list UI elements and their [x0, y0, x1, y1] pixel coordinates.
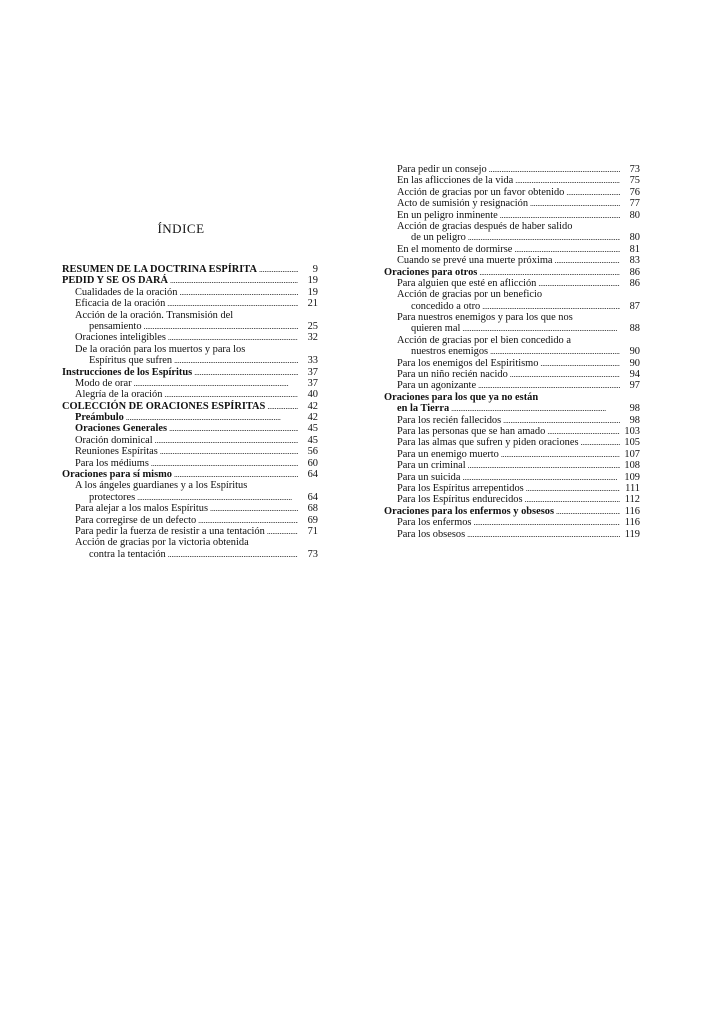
toc-page-number: 76: [629, 186, 640, 198]
toc-entry[interactable]: [384, 529, 640, 540]
toc-entry-line: A los ángeles guardianes y a los Espíritus: [75, 480, 248, 492]
toc-page-number: 98: [629, 414, 640, 426]
toc-leader: [566, 187, 620, 198]
toc-entry-title: Para los recién fallecidos: [397, 414, 502, 426]
toc-page-number: 73: [307, 548, 318, 560]
toc-page-number: 109: [624, 471, 640, 483]
toc-leader: [174, 469, 298, 480]
toc-entry-title: Para alguien que esté en aflicción: [397, 277, 537, 289]
toc-entry-title: Para pedir la fuerza de resistir a una tentación: [75, 525, 265, 537]
toc-leader: [462, 472, 620, 483]
toc-entry-line: Acción de gracias por un beneficio: [397, 289, 543, 301]
toc-leader: [151, 458, 298, 469]
toc-page-number: 112: [624, 494, 640, 506]
toc-entry-title: Oraciones para los enfermos y obsesos: [384, 505, 554, 517]
toc-page-number: 97: [629, 380, 640, 392]
toc-page-number: 119: [624, 528, 640, 540]
toc-entry[interactable]: [384, 358, 640, 369]
toc-entry[interactable]: [384, 346, 640, 357]
toc-leader: [556, 506, 620, 517]
toc-leader: [169, 423, 298, 434]
toc-page-number: 42: [307, 400, 318, 412]
toc-leader: [155, 435, 298, 446]
page-title: ÍNDICE: [157, 221, 205, 236]
toc-leader: [525, 494, 620, 505]
toc-page-number: 86: [629, 266, 640, 278]
toc-entry-title: Para alejar a los malos Espíritus: [75, 503, 209, 515]
toc-leader: [168, 549, 298, 560]
toc-entry-title: Preámbulo: [75, 412, 124, 424]
toc-page-number: 64: [307, 491, 318, 503]
toc-entry-title: Oraciones Generales: [75, 423, 168, 435]
toc-leader: [267, 401, 298, 412]
toc-entry[interactable]: [62, 401, 318, 412]
toc-entry[interactable]: [62, 492, 318, 503]
toc-entry[interactable]: [62, 389, 318, 400]
toc-right-column: [384, 164, 640, 540]
toc-entry[interactable]: [384, 164, 640, 175]
toc-entry[interactable]: [62, 264, 318, 275]
toc-page-number: 45: [307, 434, 318, 446]
toc-entry-title: Acto de sumisión y resignación: [397, 198, 529, 210]
toc-entry-line: Para nuestros enemigos y para los que nos: [397, 312, 573, 324]
toc-page-number: 19: [307, 286, 318, 298]
toc-page-number: 21: [307, 298, 318, 310]
toc-entry[interactable]: [62, 423, 318, 434]
toc-page-number: 69: [307, 514, 318, 526]
toc-leader: [198, 515, 298, 526]
toc-page-number: 90: [629, 357, 640, 369]
toc-page-number: 64: [307, 469, 318, 481]
toc-entry-title: Para los obsesos: [397, 528, 466, 540]
toc-entry[interactable]: [62, 378, 318, 389]
toc-page-number: 116: [624, 505, 640, 517]
toc-left-column: [62, 264, 318, 560]
toc-page-number: 37: [307, 366, 318, 378]
toc-entry[interactable]: [384, 494, 640, 505]
toc-page-number: 90: [629, 346, 640, 358]
toc-entry[interactable]: [62, 367, 318, 378]
toc-page-number: 80: [629, 209, 640, 221]
toc-leader: [259, 264, 298, 275]
toc-page-number: 80: [629, 232, 640, 244]
toc-leader: [468, 232, 620, 243]
toc-page-number: 108: [624, 460, 640, 472]
toc-leader: [126, 412, 298, 423]
toc-entry-title: Alegría de la oración: [75, 389, 163, 401]
toc-entry-title: concedido a otro: [411, 300, 481, 312]
toc-entry[interactable]: [62, 275, 318, 286]
toc-entry-title: contra la tentación: [89, 548, 166, 560]
toc-leader: [168, 332, 298, 343]
toc-page-number: 94: [629, 369, 640, 381]
toc-entry[interactable]: [384, 278, 640, 289]
toc-entry-title: quieren mal: [411, 323, 461, 335]
toc-entry[interactable]: [62, 435, 318, 446]
toc-entry[interactable]: [384, 369, 640, 380]
toc-entry-title: pensamiento: [89, 320, 142, 332]
toc-leader: [164, 389, 298, 400]
toc-entry-title: Para las almas que sufren y piden oraciones: [397, 437, 579, 449]
toc-leader: [462, 323, 620, 334]
toc-page-number: 83: [629, 255, 640, 267]
toc-entry-line: Acción de gracias por la victoria obtenida: [75, 537, 249, 549]
toc-page-number: 42: [307, 412, 318, 424]
toc-leader: [473, 517, 620, 528]
toc-entry-line: Oraciones para los que ya no están: [384, 391, 539, 403]
toc-leader: [174, 355, 298, 366]
toc-leader: [137, 492, 298, 503]
toc-entry-title: Para un niño recién nacido: [397, 369, 508, 381]
toc-entry-title: Para un enemigo muerto: [397, 448, 499, 460]
toc-entry[interactable]: [62, 287, 318, 298]
toc-page-number: 45: [307, 423, 318, 435]
toc-entry-title: Oraciones inteligibles: [75, 332, 166, 344]
toc-entry[interactable]: [384, 472, 640, 483]
toc-entry[interactable]: [384, 301, 640, 312]
toc-page-number: 56: [307, 446, 318, 458]
toc-entry[interactable]: [62, 503, 318, 514]
toc-entry[interactable]: [62, 412, 318, 423]
toc-leader: [451, 403, 620, 414]
toc-entry[interactable]: [384, 244, 640, 255]
toc-entry[interactable]: [62, 526, 318, 537]
toc-entry-title: COLECCIÓN DE ORACIONES ESPÍRITAS: [62, 400, 266, 412]
toc-leader: [267, 526, 298, 537]
toc-entry-title: PEDID Y SE OS DARÁ: [62, 275, 169, 287]
toc-entry-title: RESUMEN DE LA DOCTRINA ESPÍRITA: [62, 264, 257, 275]
toc-entry-title: Para los médiums: [75, 457, 149, 469]
toc-leader: [515, 175, 620, 186]
toc-entry[interactable]: [62, 549, 318, 560]
toc-page-number: 73: [629, 164, 640, 175]
toc-entry[interactable]: [62, 332, 318, 343]
toc-entry[interactable]: [384, 506, 640, 517]
toc-page-number: 116: [624, 517, 640, 529]
toc-entry[interactable]: [62, 298, 318, 309]
toc-page-number: 111: [625, 482, 640, 494]
toc-leader: [538, 278, 620, 289]
toc-entry[interactable]: [62, 458, 318, 469]
toc-entry-title: Eficacia de la oración: [75, 298, 166, 310]
toc-entry[interactable]: [384, 187, 640, 198]
toc-leader: [467, 529, 620, 540]
toc-entry-line: Acción de gracias por el bien concedido a: [397, 334, 571, 346]
toc-page-number: 103: [624, 425, 640, 437]
toc-entry-line: Acción de gracias después de haber salido: [397, 220, 573, 232]
toc-entry-title: Para las personas que se han amado: [397, 425, 546, 437]
toc-entry[interactable]: [384, 437, 640, 448]
toc-entry[interactable]: [384, 449, 640, 460]
toc-page-number: 88: [629, 323, 640, 335]
toc-entry-title: Instrucciones de los Espíritus: [62, 366, 193, 378]
toc-page-number: 25: [307, 320, 318, 332]
toc-entry-title: protectores: [89, 491, 136, 503]
toc-leader: [210, 503, 298, 514]
toc-page-number: 9: [312, 264, 318, 275]
toc-entry-title: Para los enemigos del Espiritismo: [397, 357, 539, 369]
toc-page-number: 87: [629, 300, 640, 312]
toc-page-number: 86: [629, 277, 640, 289]
toc-page-number: 71: [307, 525, 318, 537]
toc-entry-line: De la oración para los muertos y para los: [75, 343, 246, 355]
toc-entry-title: En las aflicciones de la vida: [397, 175, 514, 187]
toc-entry[interactable]: [62, 355, 318, 366]
toc-entry[interactable]: [384, 175, 640, 186]
toc-entry[interactable]: [384, 426, 640, 437]
toc-entry-title: Para los enfermos: [397, 517, 472, 529]
toc-leader: [160, 446, 298, 457]
toc-leader: [503, 415, 620, 426]
toc-entry[interactable]: [384, 517, 640, 528]
toc-page-number: 32: [307, 332, 318, 344]
toc-page-number: 19: [307, 275, 318, 287]
toc-page-number: 40: [307, 389, 318, 401]
toc-entry-title: Para pedir un consejo: [397, 164, 487, 175]
toc-entry-title: en la Tierra: [397, 403, 450, 415]
toc-entry-title: Oraciones para sí mismo: [62, 469, 172, 481]
toc-leader: [500, 210, 620, 221]
toc-entry-title: Reuniones Espíritas: [75, 446, 158, 458]
toc-page-number: 105: [624, 437, 640, 449]
toc-leader: [134, 378, 298, 389]
toc-leader: [530, 198, 620, 209]
toc-leader: [581, 437, 621, 448]
toc-leader: [547, 426, 620, 437]
toc-leader: [194, 367, 298, 378]
toc-page-number: 68: [307, 503, 318, 515]
toc-entry-title: Acción de gracias por un favor obtenido: [397, 186, 565, 198]
toc-entry-title: Para un suicida: [397, 471, 461, 483]
toc-entry-title: Para un criminal: [397, 460, 466, 472]
toc-leader: [490, 346, 620, 357]
toc-page-number: 75: [629, 175, 640, 187]
toc-leader: [179, 287, 298, 298]
toc-entry-title: Cualidades de la oración: [75, 286, 178, 298]
toc-leader: [144, 321, 298, 332]
toc-entry-title: nuestros enemigos: [411, 346, 489, 358]
toc-leader: [167, 298, 298, 309]
toc-entry[interactable]: [384, 403, 640, 414]
toc-entry[interactable]: [384, 483, 640, 494]
toc-page-number: 37: [307, 377, 318, 389]
toc-entry[interactable]: [384, 380, 640, 391]
toc-entry-line: Acción de la oración. Transmisión del: [75, 309, 234, 321]
toc-entry[interactable]: [62, 321, 318, 332]
toc-leader: [540, 358, 620, 369]
toc-entry-title: Oración dominical: [75, 434, 153, 446]
toc-entry[interactable]: [384, 198, 640, 209]
toc-page-number: 107: [624, 448, 640, 460]
toc-entry-title: de un peligro: [411, 232, 466, 244]
toc-entry-title: Para los Espíritus endurecidos: [397, 494, 523, 506]
toc-page-number: 60: [307, 457, 318, 469]
toc-entry[interactable]: [384, 255, 640, 266]
toc-leader: [526, 483, 620, 494]
toc-leader: [489, 164, 620, 175]
toc-leader: [514, 244, 620, 255]
toc-entry[interactable]: [384, 267, 640, 278]
toc-entry-title: En el momento de dormirse: [397, 243, 513, 255]
toc-page-number: 98: [629, 403, 640, 415]
toc-entry[interactable]: [62, 469, 318, 480]
toc-leader: [478, 380, 620, 391]
toc-leader: [482, 301, 620, 312]
toc-leader: [479, 267, 620, 278]
toc-entry-title: Para corregirse de un defecto: [75, 514, 197, 526]
toc-entry-title: Oraciones para otros: [384, 266, 478, 278]
toc-entry-title: Modo de orar: [75, 377, 132, 389]
toc-entry[interactable]: [384, 210, 640, 221]
toc-page-number: 33: [307, 355, 318, 367]
toc-entry[interactable]: [384, 460, 640, 471]
toc-leader: [468, 460, 620, 471]
toc-entry[interactable]: [384, 415, 640, 426]
toc-entry[interactable]: [384, 232, 640, 243]
toc-entry-title: En un peligro inminente: [397, 209, 498, 221]
toc-leader: [501, 449, 620, 460]
toc-entry-title: Para los Espíritus arrepentidos: [397, 482, 524, 494]
toc-entry[interactable]: [62, 446, 318, 457]
toc-entry-title: Cuando se prevé una muerte próxima: [397, 255, 553, 267]
toc-page-number: 77: [629, 198, 640, 210]
toc-leader: [510, 369, 620, 380]
toc-page-number: 81: [629, 243, 640, 255]
toc-leader: [555, 255, 620, 266]
toc-entry[interactable]: [384, 323, 640, 334]
toc-entry-title: Espíritus que sufren: [89, 355, 173, 367]
toc-leader: [170, 275, 298, 286]
toc-entry[interactable]: [62, 515, 318, 526]
toc-entry-title: Para un agonizante: [397, 380, 477, 392]
